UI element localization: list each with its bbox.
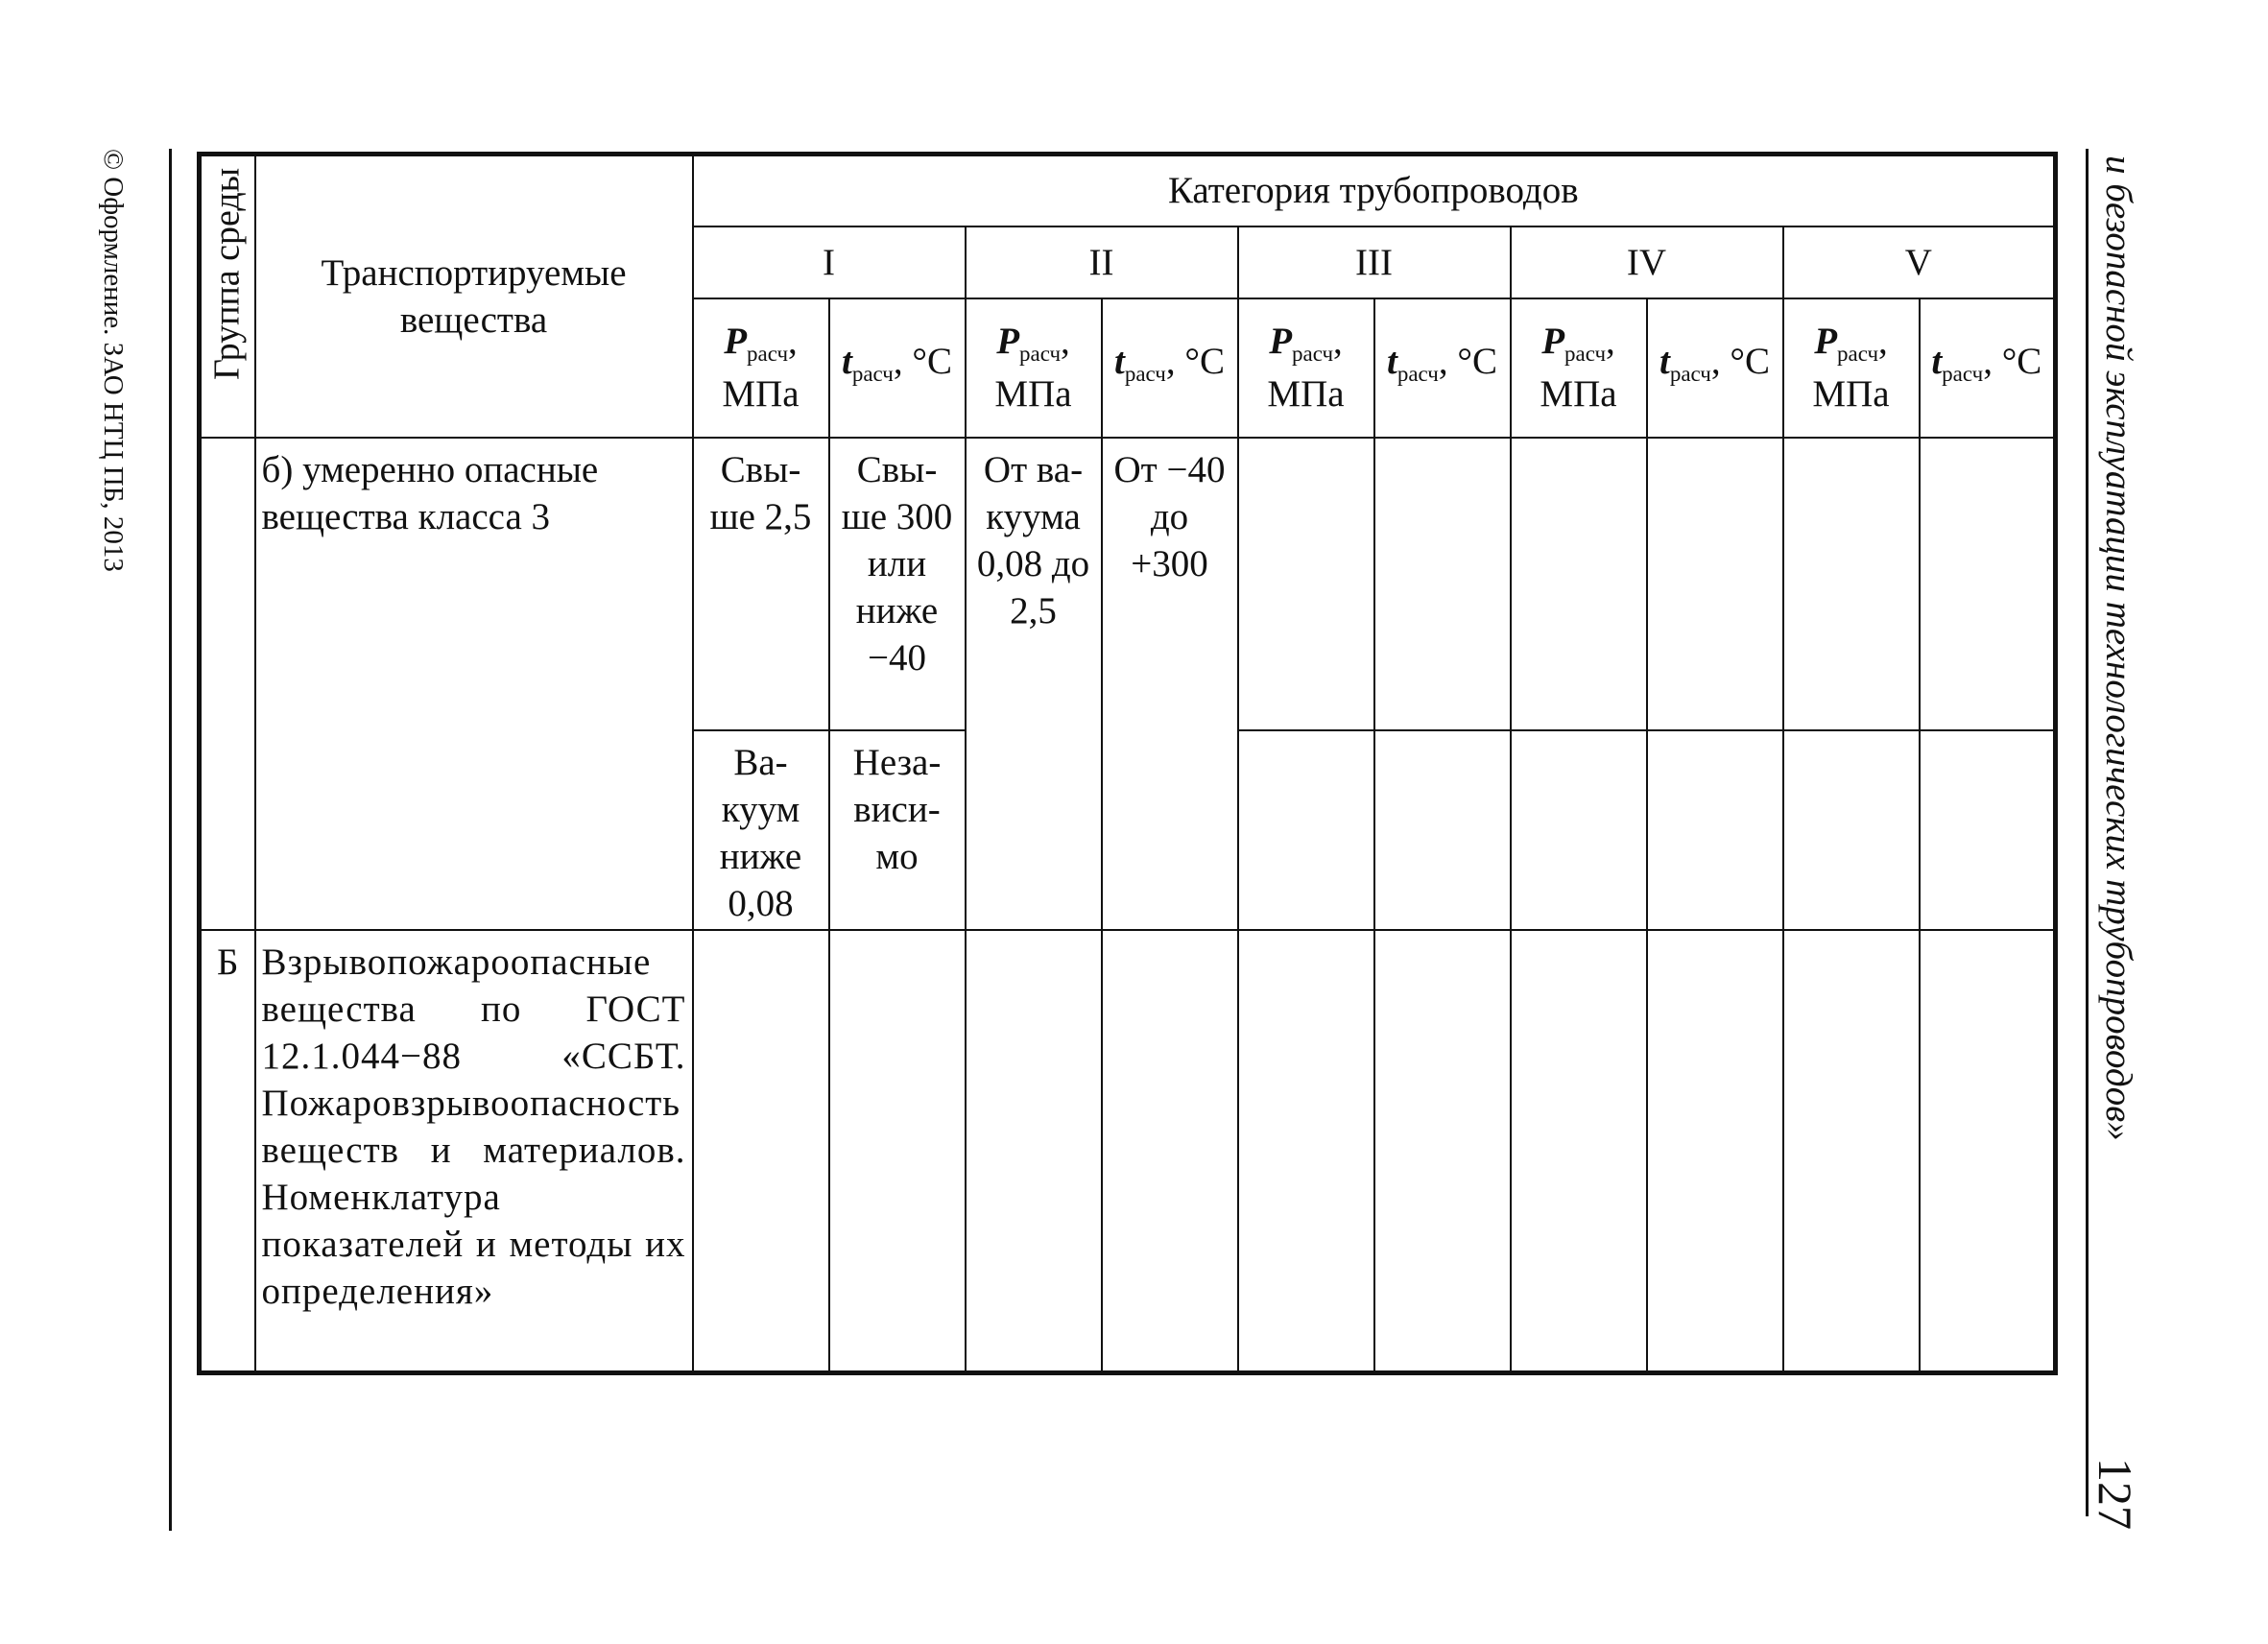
temperature-header: $t_{расч}$, °С	[1374, 298, 1511, 438]
cat1-pressure-value: Ва- куум ниже 0,08	[693, 730, 829, 930]
substances-header: Транспортируемые вещества	[255, 155, 693, 438]
empty-cell	[1238, 438, 1374, 730]
temperature-header: $t_{расч}$, °С	[1920, 298, 2056, 438]
group-cell: Б	[200, 930, 255, 1373]
substance-cell: б) умеренно опасные вещества класса 3	[255, 438, 693, 930]
category-IV: IV	[1511, 226, 1783, 298]
empty-cell	[829, 930, 966, 1373]
pressure-header: $P_{расч}$, МПа	[1238, 298, 1374, 438]
category-header: Категория трубопроводов	[693, 155, 2056, 226]
cat2-pressure-value: От ва- куума 0,08 до 2,5	[966, 438, 1102, 930]
table-row	[200, 438, 2056, 730]
empty-cell	[1647, 930, 1783, 1373]
substance-cell: Взрывопожароопасные вещества по ГОСТ 12.1.044−88 «ССБТ. Пожаровзрывоопасность веществ и материалов. Номенклатура показателей и методы их определения»	[255, 930, 693, 1373]
group-cell	[200, 438, 255, 930]
empty-cell	[1511, 438, 1647, 730]
category-I: I	[693, 226, 966, 298]
left-margin-rule	[169, 149, 172, 1531]
pressure-header: $P_{расч}$, МПа	[693, 298, 829, 438]
category-II: II	[966, 226, 1238, 298]
empty-cell	[1647, 438, 1783, 730]
temperature-header: $t_{расч}$, °С	[1647, 298, 1783, 438]
cat2-temperature-value: От −40 до +300	[1102, 438, 1238, 930]
group-header-cell	[200, 155, 255, 438]
temperature-header: $t_{расч}$, °С	[1102, 298, 1238, 438]
cat1-temperature-value: Свы- ше 300 или ниже −40	[829, 438, 966, 730]
right-margin-rule	[2086, 149, 2089, 1516]
empty-cell	[1374, 438, 1511, 730]
page-number: 127	[2089, 1458, 2142, 1530]
empty-cell	[1783, 730, 1920, 930]
empty-cell	[1647, 730, 1783, 930]
empty-cell	[1783, 930, 1920, 1373]
cat1-temperature-value: Неза- виси- мо	[829, 730, 966, 930]
empty-cell	[1511, 730, 1647, 930]
category-III: III	[1238, 226, 1511, 298]
empty-cell	[1374, 730, 1511, 930]
empty-cell	[1783, 438, 1920, 730]
group-header: Группа среды	[206, 167, 248, 380]
empty-cell	[1102, 930, 1238, 1373]
running-title: и безопасной эксплуатации технологических трубопроводов»	[2098, 155, 2139, 1141]
empty-cell	[1374, 930, 1511, 1373]
empty-cell	[1920, 730, 2056, 930]
pressure-header: $P_{расч}$, МПа	[1783, 298, 1920, 438]
empty-cell	[966, 930, 1102, 1373]
empty-cell	[693, 930, 829, 1373]
copyright-note: © Оформление. ЗАО НТЦ ПБ, 2013	[98, 149, 129, 572]
category-V: V	[1783, 226, 2056, 298]
empty-cell	[1238, 730, 1374, 930]
cat1-pressure-value: Свы- ше 2,5	[693, 438, 829, 730]
empty-cell	[1238, 930, 1374, 1373]
pipeline-category-table	[197, 152, 2058, 1375]
temperature-header: $t_{расч}$, °С	[829, 298, 966, 438]
pressure-header: $P_{расч}$, МПа	[1511, 298, 1647, 438]
table-row	[200, 930, 2056, 1373]
empty-cell	[1511, 930, 1647, 1373]
pressure-header: $P_{расч}$, МПа	[966, 298, 1102, 438]
empty-cell	[1920, 930, 2056, 1373]
empty-cell	[1920, 438, 2056, 730]
